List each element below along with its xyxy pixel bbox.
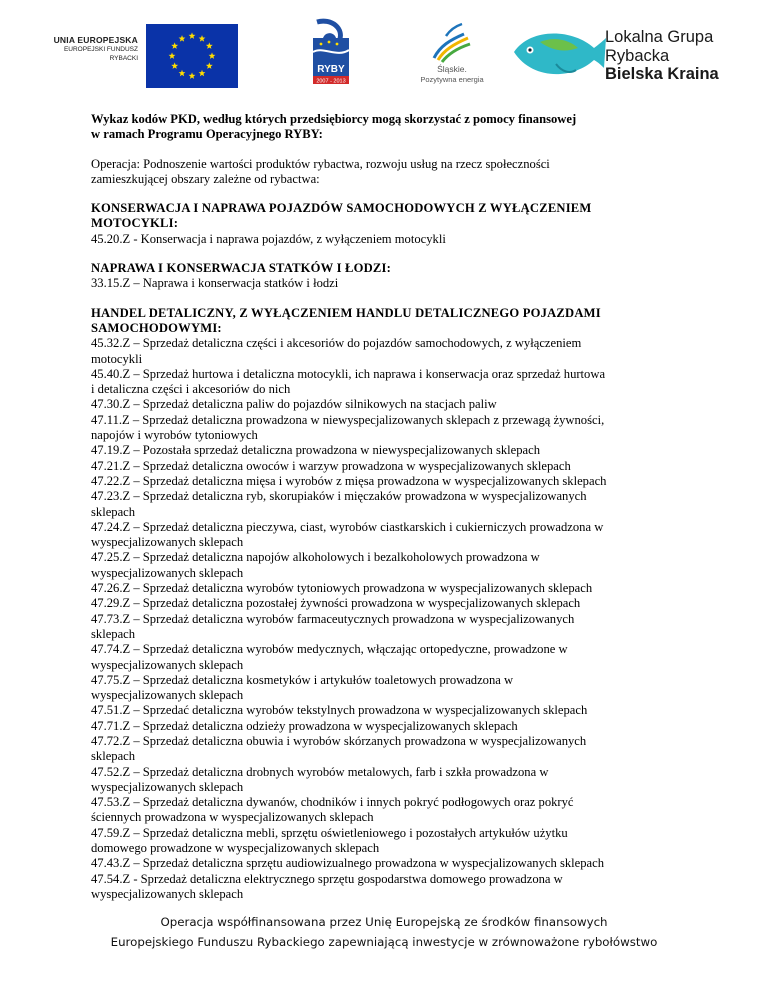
pkd-code-line: sklepach	[91, 626, 136, 641]
pkd-code-line: 47.54.Z - Sprzedaż detaliczna elektrycznego sprzętu gospodarstwa domowego prowadzona w	[91, 871, 563, 886]
pkd-code-line: wyspecjalizowanych sklepach	[91, 886, 244, 901]
pkd-code-line: 47.24.Z – Sprzedaż detaliczna pieczywa, ciast, wyrobów ciastkarskich i cukierniczych prowadzona w	[91, 519, 604, 534]
ryby-years: 2007 - 2013	[316, 78, 346, 85]
footer-line2: Europejskiego Funduszu Rybackiego zapewniającą inwestycje w zrównoważone rybołówstwo	[110, 935, 658, 949]
pkd-code-line: 47.29.Z – Sprzedaż detaliczna pozostałej żywności prowadzona w wyspecjalizowanych sklepach	[91, 596, 581, 611]
pkd-code-line: wyspecjalizowanych sklepach	[91, 657, 244, 672]
pkd-code-line: 33.15.Z – Naprawa i konserwacja statków i łodzi	[91, 276, 339, 291]
pkd-code-line: domowego prowadzone w wyspecjalizowanych sklepach	[91, 841, 380, 856]
sections-list	[91, 201, 691, 902]
pkd-code-line: 47.19.Z – Pozostała sprzedaż detaliczna prowadzona w niewyspecjalizowanych sklepach	[91, 443, 541, 458]
operation-line1: Operacja: Podnoszenie wartości produktów rybactwa, rozwoju usług na rzecz społeczności	[91, 156, 550, 171]
section-heading: KONSERWACJA I NAPRAWA POJAZDÓW SAMOCHODOWYCH Z WYŁĄCZENIEM	[91, 201, 592, 216]
pkd-code-line: 47.53.Z – Sprzedaż detaliczna dywanów, chodników i innych pokryć podłogowych oraz pokryć	[91, 795, 574, 810]
footer-line1: Operacja współfinansowana przez Unię Europejską ze środków finansowych	[160, 915, 608, 929]
lgr-line2: Rybacka	[605, 46, 670, 65]
pkd-code-line: wyspecjalizowanych sklepach	[91, 535, 244, 550]
lgr-logo-text	[605, 28, 719, 84]
pkd-code-line: 47.23.Z – Sprzedaż detaliczna ryb, skorupiaków i mięczaków prowadzona w wyspecjalizowanych	[91, 489, 587, 504]
pkd-code-line: 47.22.Z – Sprzedaż detaliczna mięsa i wyrobów z mięsa prowadzona w wyspecjalizowanych sklepach	[91, 473, 607, 488]
pkd-code-line: 47.21.Z – Sprzedaż detaliczna owoców i warzyw prowadzona w wyspecjalizowanych sklepach	[91, 458, 571, 473]
pkd-code-line: 47.59.Z – Sprzedaż detaliczna mebli, sprzętu oświetleniowego i pozostałych artykułów użytku	[91, 825, 568, 840]
pkd-code-line: wyspecjalizowanych sklepach	[91, 779, 244, 794]
pkd-code-line: 47.11.Z – Sprzedaż detaliczna prowadzona w niewyspecjalizowanych sklepach z przewagą żywności,	[91, 412, 605, 427]
pkd-code-line: 47.75.Z – Sprzedaż detaliczna kosmetyków i artykułów toaletowych prowadzona w	[91, 672, 514, 687]
eu-label-line2: EUROPEJSKI FUNDUSZ	[63, 46, 138, 53]
ryby-label: RYBY	[317, 64, 345, 75]
pkd-code-line: 47.43.Z – Sprzedaż detaliczna sprzętu audiowizualnego prowadzona w wyspecjalizowanych sklepach	[91, 856, 604, 871]
document-title-line2: w ramach Programu Operacyjnego RYBY:	[91, 127, 323, 142]
pkd-code-line: 47.72.Z – Sprzedaż detaliczna obuwia i wyrobów skórzanych prowadzona w wyspecjalizowanych	[91, 733, 587, 748]
section-heading: HANDEL DETALICZNY, Z WYŁĄCZENIEM HANDLU DETALICZNEGO POJAZDAMI	[91, 305, 601, 320]
pkd-code-line: napojów i wyrobów tytoniowych	[91, 428, 258, 443]
pkd-code-line: 47.73.Z – Sprzedaż detaliczna wyrobów farmaceutycznych prowadzona w wyspecjalizowanych	[91, 611, 575, 626]
eu-label-line1: UNIA EUROPEJSKA	[53, 35, 138, 45]
pkd-code-line: 47.26.Z – Sprzedaż detaliczna wyrobów tytoniowych prowadzona w wyspecjalizowanych sklepach	[91, 581, 593, 596]
logo-bar	[0, 14, 768, 94]
pkd-code-line: 45.20.Z - Konserwacja i naprawa pojazdów, z wyłączeniem motocykli	[91, 231, 446, 246]
slaskie-waves-icon	[412, 22, 492, 64]
section-heading: NAPRAWA I KONSERWACJA STATKÓW I ŁODZI:	[91, 261, 392, 276]
pkd-code-line: ściennych prowadzona w wyspecjalizowanych sklepach	[91, 810, 374, 825]
eu-flag-icon	[146, 24, 238, 88]
pkd-code-line: 47.74.Z – Sprzedaż detaliczna wyrobów medycznych, włączając ortopedyczne, prowadzone w	[91, 642, 568, 657]
pkd-code-line: sklepach	[91, 504, 136, 519]
pkd-code-line: 47.52.Z – Sprzedaż detaliczna drobnych wyrobów metalowych, farb i szkła prowadzona w	[91, 764, 549, 779]
pkd-code-line: sklepach	[91, 749, 136, 764]
pkd-code-line: 45.32.Z – Sprzedaż detaliczna części i akcesoriów do pojazdów samochodowych, z wyłączeniem	[91, 336, 582, 351]
pkd-code-line: wyspecjalizowanych sklepach	[91, 565, 244, 580]
pkd-code-line: 45.40.Z – Sprzedaż hurtowa i detaliczna motocykli, ich naprawa i konserwacja oraz sprzedaż hurtowa	[91, 366, 606, 381]
pkd-code-line: 47.51.Z – Sprzedać detaliczna wyrobów tekstylnych prowadzona w wyspecjalizowanych sklepach	[91, 703, 588, 718]
lgr-line1: Lokalna Grupa	[605, 28, 714, 46]
slaskie-logo	[412, 22, 492, 88]
section-heading: MOTOCYKLI:	[91, 216, 179, 231]
pkd-code-line: 47.25.Z – Sprzedaż detaliczna napojów alkoholowych i bezalkoholowych prowadzona w	[91, 550, 540, 565]
operation-line2: zamieszkującej obszary zależne od rybactwa:	[91, 171, 320, 186]
section-heading: SAMOCHODOWYMI:	[91, 320, 222, 335]
eu-fund-label	[42, 36, 138, 63]
document-title-line1: Wykaz kodów PKD, według których przedsiębiorcy mogą skorzystać z pomocy finansowej	[91, 112, 577, 126]
pkd-code-line: motocykli	[91, 351, 143, 366]
footer	[0, 912, 768, 952]
document-body	[91, 112, 691, 902]
slaskie-slogan: Pozytywna energia	[420, 75, 484, 84]
eu-label-line3: RYBACKI	[109, 55, 138, 62]
lgr-fish-logo-icon	[510, 22, 606, 88]
slaskie-label: Śląskie.	[437, 64, 467, 74]
pkd-code-line: 47.71.Z – Sprzedaż detaliczna odzieży prowadzona w wyspecjalizowanych sklepach	[91, 718, 518, 733]
ryby-program-logo	[309, 18, 353, 90]
pkd-code-line: wyspecjalizowanych sklepach	[91, 688, 244, 703]
pkd-code-line: 47.30.Z – Sprzedaż detaliczna paliw do pojazdów silnikowych na stacjach paliw	[91, 397, 497, 412]
lgr-line3: Bielska Kraina	[605, 65, 719, 83]
pkd-code-line: i detaliczna części i akcesoriów do nich	[91, 382, 291, 397]
